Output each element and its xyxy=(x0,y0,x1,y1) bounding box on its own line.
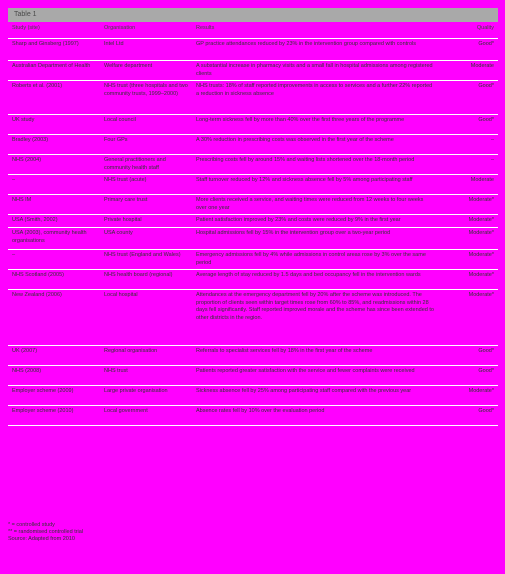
table-row xyxy=(8,115,498,135)
table-row xyxy=(8,195,498,215)
quality-cell: Good* xyxy=(438,346,498,366)
table-row xyxy=(8,406,498,426)
study-cell: NHS (2004) xyxy=(8,155,100,175)
table-row xyxy=(8,61,498,81)
study-cell: USA (2003), community health organisations xyxy=(8,228,100,250)
result-cell: Patients reported greater satisfaction with the service and fewer complaints were received xyxy=(192,366,438,386)
result-cell: Hospital admissions fell by 15% in the intervention group over a two-year period xyxy=(192,228,438,250)
quality-cell: – xyxy=(438,135,498,155)
study-cell: NHS Scotland (2005) xyxy=(8,270,100,290)
study-cell: UK study xyxy=(8,115,100,135)
organisation-cell: General practitioners and community health staff xyxy=(100,155,192,175)
result-cell: Long-term sickness fell by more than 40% over the first three years of the programme xyxy=(192,115,438,135)
organisation-cell: Local government xyxy=(100,406,192,426)
quality-cell: Moderate xyxy=(438,175,498,195)
organisation-cell: Primary care trust xyxy=(100,195,192,215)
table-title: Table 1 xyxy=(14,11,37,18)
column-header-quality: Quality xyxy=(438,22,498,39)
quality-cell: Good* xyxy=(438,406,498,426)
study-cell: – xyxy=(8,175,100,195)
table-note: * = controlled study xyxy=(8,522,55,528)
quality-cell: Good* xyxy=(438,39,498,61)
quality-cell: Good* xyxy=(438,115,498,135)
result-cell: Attendances at the emergency department fell by 20% after the scheme was introduced. The proportion of clients seen within target times rose from 60% to 85%, and readmissions within 28 days fell significantly. Staff reported improved morale and the scheme has since been extended to other districts in the region. xyxy=(192,290,438,346)
table-row xyxy=(8,155,498,175)
table-row xyxy=(8,39,498,61)
organisation-cell: NHS trust (three hospitals and two community trusts, 1999–2000) xyxy=(100,81,192,115)
result-cell: More clients received a service, and waiting times were reduced from 12 weeks to four weeks over one year xyxy=(192,195,438,215)
organisation-cell: NHS trust (acute) xyxy=(100,175,192,195)
table-row xyxy=(8,346,498,366)
quality-cell: Moderate* xyxy=(438,386,498,406)
result-cell: A substantial increase in pharmacy visits and a small fall in hospital admissions among registered clients xyxy=(192,61,438,81)
organisation-cell: NHS health board (regional) xyxy=(100,270,192,290)
result-cell: Emergency admissions fell by 4% while admissions in control areas rose by 3% over the same period xyxy=(192,250,438,270)
result-cell: Average length of stay reduced by 1.5 days and bed occupancy fell in the intervention wards xyxy=(192,270,438,290)
organisation-cell: NHS trust xyxy=(100,366,192,386)
table-row xyxy=(8,366,498,386)
organisation-cell: Large private organisation xyxy=(100,386,192,406)
study-cell: Bradley (2003) xyxy=(8,135,100,155)
table-row xyxy=(8,175,498,195)
column-header-organisation: Organisation xyxy=(100,22,192,39)
organisation-cell: Regional organisation xyxy=(100,346,192,366)
study-cell: NHS (2008) xyxy=(8,366,100,386)
study-cell: New Zealand (2006) xyxy=(8,290,100,346)
result-cell: A 30% reduction in prescribing costs was observed in the first year of the scheme xyxy=(192,135,438,155)
column-header-study: Study (site) xyxy=(8,22,100,39)
table-row xyxy=(8,270,498,290)
result-cell: Sickness absence fell by 25% among participating staff compared with the previous year xyxy=(192,386,438,406)
study-cell: – xyxy=(8,250,100,270)
organisation-cell: USA county xyxy=(100,228,192,250)
quality-cell: Moderate* xyxy=(438,195,498,215)
organisation-cell: Local council xyxy=(100,115,192,135)
study-cell: NHS IM xyxy=(8,195,100,215)
table-title-bar xyxy=(8,8,498,22)
result-cell: Patient satisfaction improved by 23% and costs were reduced by 9% in the first year xyxy=(192,215,438,228)
quality-cell: Moderate* xyxy=(438,250,498,270)
table-row xyxy=(8,228,498,250)
study-cell: Roberts et al. (2001) xyxy=(8,81,100,115)
study-cell: Employer scheme (2010) xyxy=(8,406,100,426)
study-cell: Australian Department of Health xyxy=(8,61,100,81)
quality-cell: Good* xyxy=(438,81,498,115)
table-header-row xyxy=(8,22,498,39)
table-note: Source: Adapted from 2010 xyxy=(8,536,75,542)
organisation-cell: Private hospital xyxy=(100,215,192,228)
table-row xyxy=(8,81,498,115)
quality-cell: Moderate* xyxy=(438,290,498,346)
result-cell: Staff turnover reduced by 12% and sickness absence fell by 5% among participating staff xyxy=(192,175,438,195)
study-cell: UK (2007) xyxy=(8,346,100,366)
organisation-cell: Four GPs xyxy=(100,135,192,155)
table-notes xyxy=(8,522,308,543)
table-row xyxy=(8,250,498,270)
quality-cell: – xyxy=(438,155,498,175)
result-cell: Absence rates fell by 10% over the evaluation period xyxy=(192,406,438,426)
study-cell: Sharp and Ginsberg (1997) xyxy=(8,39,100,61)
organisation-cell: Welfare department xyxy=(100,61,192,81)
quality-cell: Good* xyxy=(438,366,498,386)
table-row xyxy=(8,135,498,155)
table-note: ** = randomised controlled trial xyxy=(8,529,84,535)
result-cell: GP practice attendances reduced by 23% in the intervention group compared with controls xyxy=(192,39,438,61)
result-cell: Prescribing costs fell by around 15% and waiting lists shortened over the 18-month period xyxy=(192,155,438,175)
result-cell: NHS trusts: 18% of staff reported improvements in access to services and a further 22% reported a reduction in sickness absence xyxy=(192,81,438,115)
organisation-cell: NHS trust (England and Wales) xyxy=(100,250,192,270)
table-row xyxy=(8,290,498,346)
organisation-cell: Intel Ltd xyxy=(100,39,192,61)
study-cell: Employer scheme (2009) xyxy=(8,386,100,406)
quality-cell: Moderate* xyxy=(438,270,498,290)
result-cell: Referrals to specialist services fell by 18% in the first year of the scheme xyxy=(192,346,438,366)
table-body xyxy=(8,39,498,426)
column-header-results: Results xyxy=(192,22,438,39)
table-row xyxy=(8,386,498,406)
table-row xyxy=(8,215,498,228)
quality-cell: Moderate* xyxy=(438,215,498,228)
quality-cell: Moderate xyxy=(438,61,498,81)
results-table xyxy=(8,22,498,426)
study-cell: USA (Smith, 2002) xyxy=(8,215,100,228)
quality-cell: Moderate* xyxy=(438,228,498,250)
organisation-cell: Local hospital xyxy=(100,290,192,346)
